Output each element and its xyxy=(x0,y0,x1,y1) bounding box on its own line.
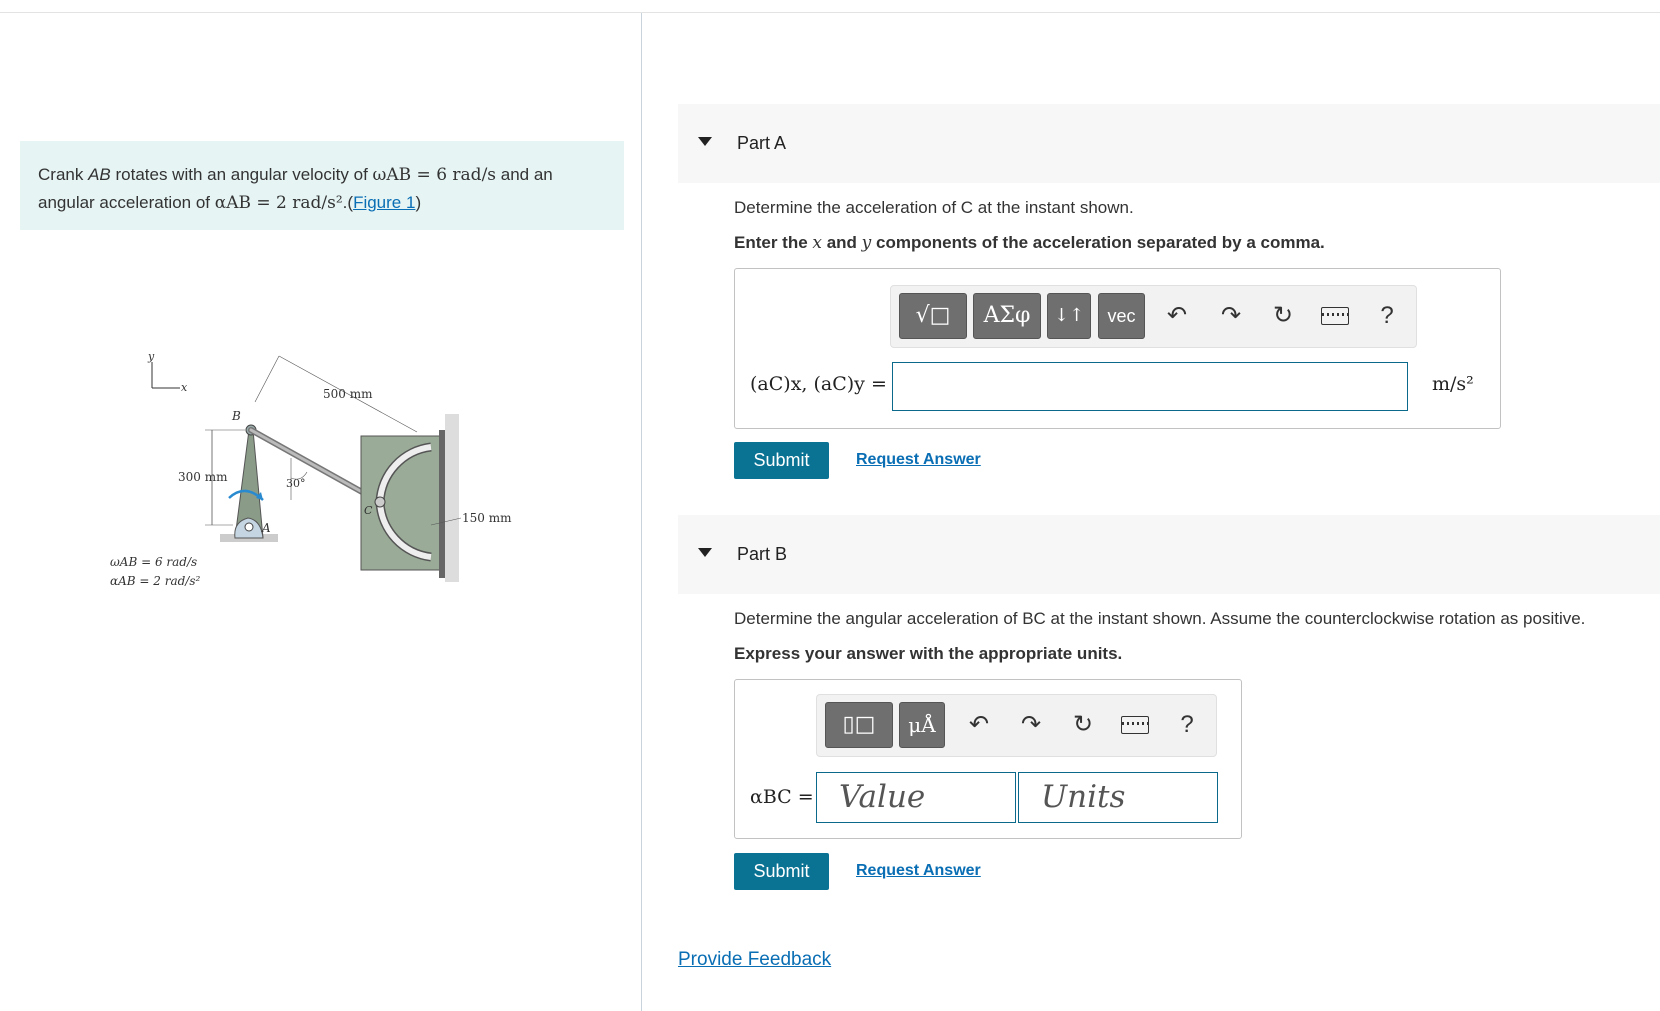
help-icon[interactable]: ? xyxy=(1380,302,1394,329)
omega-label: ωAB = 6 rad/s xyxy=(110,555,198,569)
part-b-request-answer-link[interactable]: Request Answer xyxy=(856,862,981,879)
problem-statement xyxy=(20,141,624,230)
problem-text: rotates with an angular velocity of xyxy=(110,165,373,184)
alpha-expression: αAB = 2 rad/s² xyxy=(214,193,343,213)
alpha-label: αAB = 2 rad/s² xyxy=(110,574,201,588)
vector-button[interactable]: vec xyxy=(1098,293,1145,339)
part-b-submit-button[interactable]: Submit xyxy=(734,853,829,890)
provide-feedback-link[interactable]: Provide Feedback xyxy=(678,949,832,970)
problem-var: AB xyxy=(88,165,111,184)
omega-expression: ωAB = 6 rad/s xyxy=(372,165,497,185)
problem-text: and an xyxy=(496,165,553,184)
label-b: B xyxy=(232,409,241,423)
label-c: C xyxy=(364,504,373,517)
problem-text: Crank xyxy=(38,165,89,184)
angle-label: 30° xyxy=(286,477,306,490)
part-b-header[interactable] xyxy=(678,515,1660,594)
part-b-title: Part B xyxy=(737,544,788,564)
problem-text: angular acceleration of xyxy=(38,193,215,212)
undo-icon[interactable]: ↶ xyxy=(968,711,990,738)
template-button[interactable]: √□ xyxy=(899,293,967,339)
part-a-label: (aC)x, (aC)y = xyxy=(750,373,887,395)
part-b-instruction: Express your answer with the appropriate units. xyxy=(734,644,1123,663)
top-border xyxy=(0,12,1660,13)
part-a-submit-button[interactable]: Submit xyxy=(734,442,829,479)
x-axis-label: x xyxy=(181,381,188,394)
part-a-answer-input[interactable] xyxy=(892,362,1408,411)
part-b-toolbar xyxy=(816,694,1217,757)
part-b-prompt: Determine the angular acceleration of BC at the instant shown. Assume the counterclockwise rotation as positive. xyxy=(734,609,1586,628)
pin-c xyxy=(375,497,385,507)
problem-text: .( xyxy=(342,193,354,212)
wall xyxy=(445,414,459,582)
part-b-label: αBC = xyxy=(750,786,814,808)
part-a-header[interactable] xyxy=(678,104,1660,183)
dim-500: 500 mm xyxy=(323,387,373,401)
part-b-answer-box xyxy=(734,679,1242,839)
part-a-prompt: Determine the acceleration of C at the instant shown. xyxy=(734,198,1134,217)
help-icon[interactable]: ? xyxy=(1180,711,1194,738)
part-a-toolbar xyxy=(890,285,1417,348)
part-a-title: Part A xyxy=(737,133,787,153)
redo-icon[interactable]: ↷ xyxy=(1020,711,1042,738)
reset-icon[interactable]: ↻ xyxy=(1272,302,1294,329)
problem-text: ) xyxy=(415,193,422,212)
mechanism-figure xyxy=(105,350,565,630)
caret-down-icon[interactable] xyxy=(698,137,712,146)
undo-icon[interactable]: ↶ xyxy=(1166,302,1188,329)
dim-150: 150 mm xyxy=(462,511,512,525)
redo-icon[interactable]: ↷ xyxy=(1220,302,1242,329)
keyboard-icon[interactable] xyxy=(1321,302,1349,330)
part-a-instruction: Enter the x and y components of the acceleration separated by a comma. xyxy=(734,233,1325,253)
value-input[interactable]: Value xyxy=(816,772,1016,823)
figure-link[interactable]: Figure 1 xyxy=(353,193,416,212)
wall-plate xyxy=(439,430,445,578)
part-a-unit: m/s² xyxy=(1432,373,1474,395)
arrows-button[interactable]: ↓↑ xyxy=(1047,293,1091,339)
units-input[interactable]: Units xyxy=(1018,772,1218,823)
part-a-request-answer-link[interactable]: Request Answer xyxy=(856,451,981,468)
caret-down-icon[interactable] xyxy=(698,548,712,557)
unit-symbols-button[interactable]: μÅ xyxy=(899,702,945,748)
greek-button[interactable]: ΑΣφ xyxy=(973,293,1041,339)
units-template-button[interactable]: ▯□ xyxy=(825,702,893,748)
keyboard-icon[interactable] xyxy=(1121,711,1149,739)
y-axis-label: y xyxy=(148,350,155,363)
pin-a xyxy=(245,523,253,531)
label-a: A xyxy=(262,521,271,535)
part-a-answer-box xyxy=(734,268,1501,429)
reset-icon[interactable]: ↻ xyxy=(1072,711,1094,738)
dim-300: 300 mm xyxy=(178,470,228,484)
panel-divider xyxy=(641,13,642,1011)
